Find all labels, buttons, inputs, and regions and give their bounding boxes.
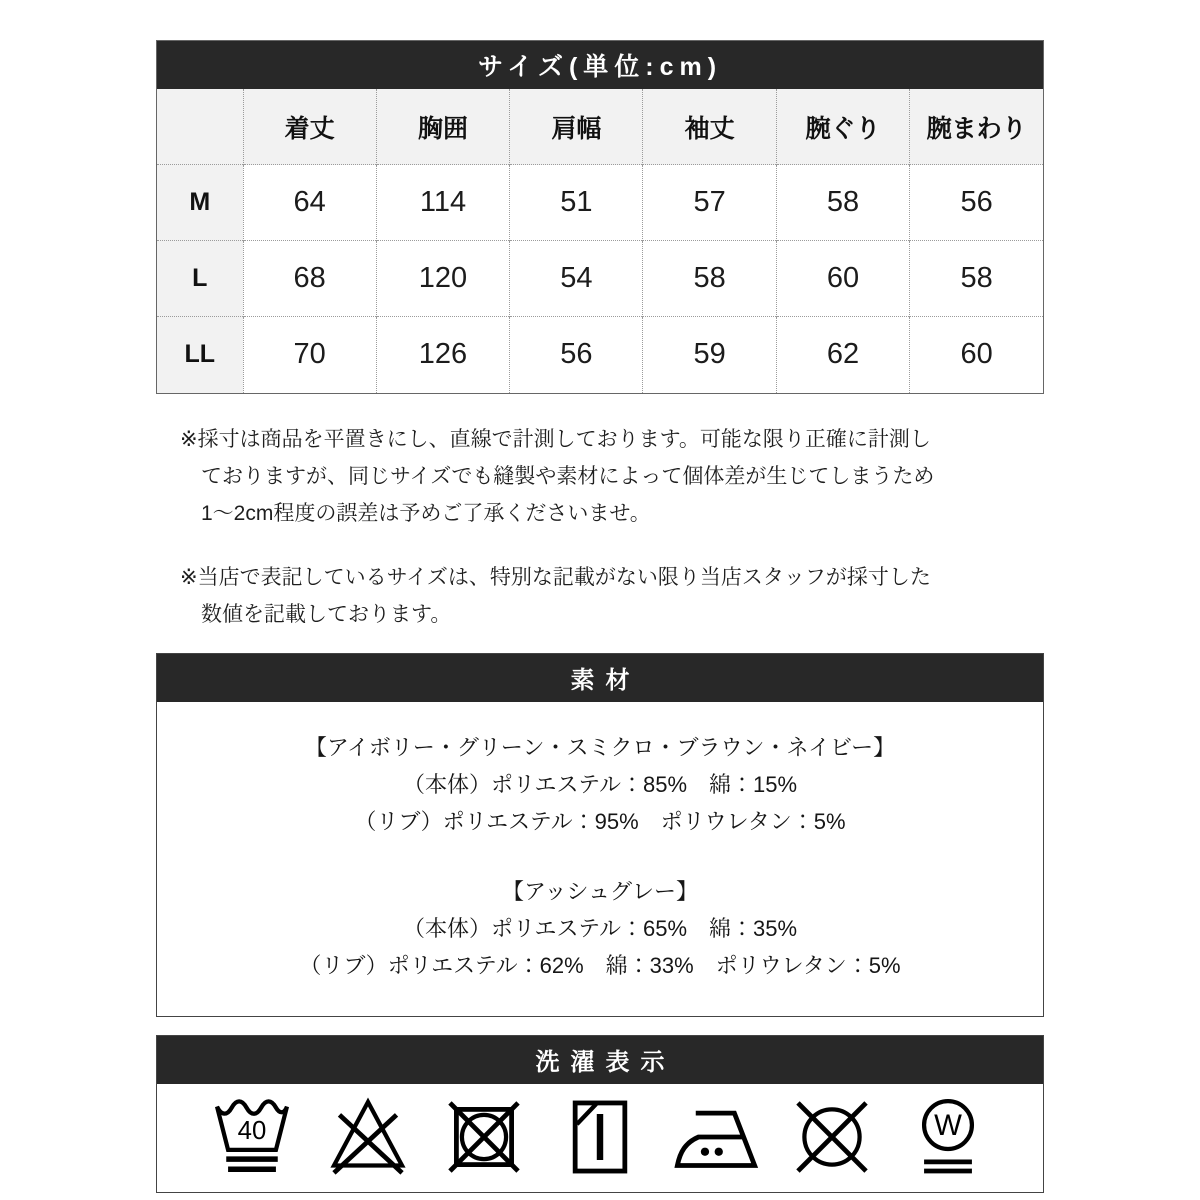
size-cell: 120 [376,241,509,317]
size-cell: 57 [643,165,776,241]
wet-clean-very-gentle-icon [902,1091,994,1183]
size-cell: 126 [376,317,509,393]
product-spec-page [156,0,1044,1193]
material-section [156,653,1044,1017]
size-cell: 62 [776,317,909,393]
col-header-katahaba: 肩幅 [510,89,643,165]
table-row-ll [157,317,1043,393]
material-body [157,702,1043,1016]
col-header-sodetake: 袖丈 [643,89,776,165]
size-cell: 58 [910,241,1043,317]
size-table-title: サイズ(単位:cm) [477,53,723,81]
line-dry-in-shade-icon [554,1091,646,1183]
material-group-main-colors [157,729,1043,840]
do-not-dry-clean-icon [786,1091,878,1183]
laundry-title-band [157,1036,1043,1084]
size-cell: 64 [243,165,376,241]
laundry-section [156,1035,1044,1193]
table-row-l [157,241,1043,317]
col-header-udeguri: 腕ぐり [776,89,909,165]
note-staff-measured [180,559,1044,633]
size-cell: 59 [643,317,776,393]
note-line: ※当店で表記しているサイズは、特別な記載がない限り当店スタッフが採寸した [180,565,931,589]
size-cell: 68 [243,241,376,317]
material-line: （本体）ポリエステル：65% 綿：35% [402,915,798,941]
svg-text:W: W [934,1108,962,1142]
size-label-ll: LL [157,317,243,393]
size-table [157,89,1043,393]
size-cell: 54 [510,241,643,317]
material-line: （リブ）ポリエステル：62% 綿：33% ポリウレタン：5% [299,952,901,978]
size-cell: 60 [910,317,1043,393]
material-title: 素材 [570,667,641,694]
size-cell: 56 [510,317,643,393]
measurement-notes [156,421,1044,633]
col-header-kyoui: 胸囲 [376,89,509,165]
size-label-l: L [157,241,243,317]
material-color-heading: 【アイボリー・グリーン・スミクロ・ブラウン・ネイビー】 [304,734,896,760]
laundry-title: 洗濯表示 [535,1049,676,1076]
care-symbols-row [157,1084,1043,1192]
size-cell: 58 [776,165,909,241]
size-section [156,40,1044,394]
material-group-ash-gray [157,873,1043,984]
corner-cell [157,89,243,165]
note-measurement-accuracy [180,421,1044,532]
note-line: ※採寸は商品を平置きにし、直線で計測しております。可能な限り正確に計測し [180,427,931,451]
size-cell: 51 [510,165,643,241]
size-label-m: M [157,165,243,241]
size-cell: 58 [643,241,776,317]
table-row-m [157,165,1043,241]
material-color-heading: 【アッシュグレー】 [501,878,699,904]
material-line: （リブ）ポリエステル：95% ポリウレタン：5% [354,808,846,834]
size-table-title-band [157,41,1043,89]
col-header-chakutake: 着丈 [243,89,376,165]
size-table-header-row [157,89,1043,165]
size-cell: 56 [910,165,1043,241]
iron-medium-heat-icon [670,1091,762,1183]
size-cell: 114 [376,165,509,241]
material-line: （本体）ポリエステル：85% 綿：15% [402,771,798,797]
note-line: 1〜2cm程度の誤差は予めご了承くださいませ。 [201,501,651,525]
material-title-band [157,654,1043,702]
note-line: 数値を記載しております。 [201,602,452,626]
size-cell: 60 [776,241,909,317]
wash-40-very-gentle-icon [206,1091,298,1183]
do-not-tumble-dry-icon [438,1091,530,1183]
note-line: ておりますが、同じサイズでも縫製や素材によって個体差が生じてしまうため [201,464,935,488]
col-header-udemawari: 腕まわり [910,89,1043,165]
size-cell: 70 [243,317,376,393]
svg-text:40: 40 [237,1116,267,1145]
do-not-bleach-icon [322,1091,414,1183]
